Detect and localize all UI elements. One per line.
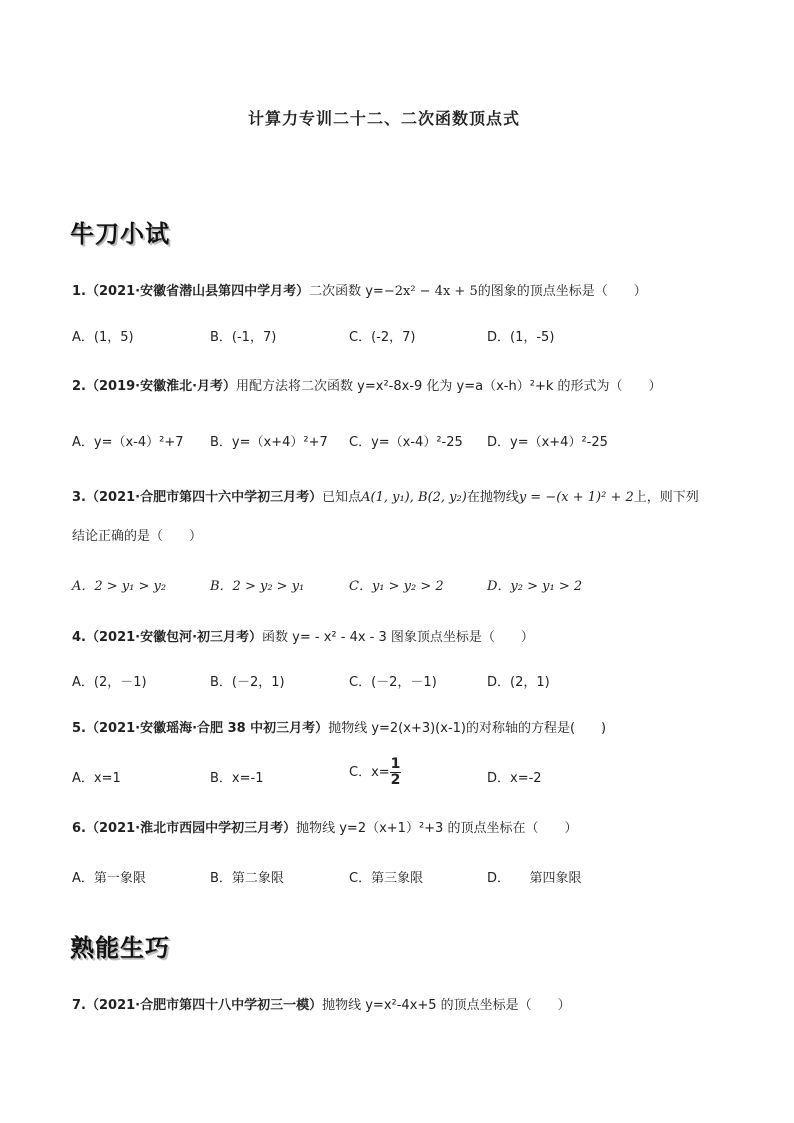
question-6 [72, 817, 577, 836]
question-source: （2021·安徽包河·初三月考） [85, 630, 263, 645]
option-c: C．y₁ > y₂ > 2 [349, 579, 444, 594]
option-d: D．(2，1) [487, 675, 550, 690]
question-2 [72, 375, 662, 394]
question-number: 7. [72, 998, 86, 1013]
option-b: B．第二象限 [210, 871, 284, 886]
question-text: 函数 y= - x² - 4x - 3 图象顶点坐标是（ ） [262, 630, 534, 645]
option-a: A．x=1 [72, 771, 121, 786]
question-text: 抛物线 y=2(x+3)(x-1)的对称轴的方程是( ) [328, 721, 607, 736]
math-formula: y = −(x + 1)² + 2 [518, 490, 634, 505]
option-d: D．x=-2 [487, 771, 542, 786]
question-3 [72, 486, 699, 505]
question-7 [72, 994, 571, 1013]
option-c [349, 757, 401, 788]
option-a: A．(2，－1) [72, 675, 147, 690]
question-source: （2021·淮北市西园中学初三月考） [85, 821, 297, 836]
question-number: 6. [72, 821, 86, 836]
option-c: C．(-2，7) [349, 330, 416, 345]
question-source: （2019·安徽淮北·月考） [85, 379, 237, 394]
option-c-label: C．x= [349, 765, 390, 780]
question-text: 上，则下列 [633, 490, 699, 505]
math-formula: −2x² − 4x + 5 [383, 284, 478, 299]
option-a: A．第一象限 [72, 871, 146, 886]
question-text: 已知点 [322, 490, 362, 505]
option-b: B．(-1，7) [210, 330, 277, 345]
option-b: B．y=（x+4）²+7 [210, 435, 328, 450]
question-text: 二次函数 y= [309, 284, 384, 299]
question-4 [72, 626, 534, 645]
option-c: C．y=（x-4）²-25 [349, 435, 463, 450]
question-source: （2021·合肥市第四十八中学初三一模） [85, 998, 323, 1013]
option-d: D．(1，-5) [487, 330, 555, 345]
question-number: 1. [72, 284, 86, 299]
question-text: 抛物线 y=2（x+1）²+3 的顶点坐标在（ ） [296, 821, 578, 836]
question-source: （2021·安徽省潜山县第四中学月考） [85, 284, 310, 299]
option-d: D．y=（x+4）²-25 [487, 435, 608, 450]
question-text: 在抛物线 [466, 490, 519, 505]
question-number: 4. [72, 630, 86, 645]
fraction [390, 757, 402, 788]
fraction-denominator: 2 [390, 772, 401, 788]
question-1 [72, 280, 647, 299]
section-heading-2: 熟能生巧 [70, 934, 170, 962]
math-points: A(1, y₁), B(2, y₂) [361, 490, 467, 505]
question-text: 的图象的顶点坐标是（ ） [477, 284, 647, 299]
option-a: A．2 > y₁ > y₂ [72, 579, 167, 594]
question-number: 5. [72, 721, 86, 736]
section-heading-1: 牛刀小试 [70, 220, 170, 248]
question-3-line-2: 结论正确的是（ ） [72, 529, 203, 544]
option-c: C．(－2，－1) [349, 675, 437, 690]
question-text: 抛物线 y=x²-4x+5 的顶点坐标是（ ） [322, 998, 571, 1013]
question-text: 用配方法将二次函数 y=x²-8x-9 化为 y=a（x-h）²+k 的形式为（ ） [236, 379, 662, 394]
page-title: 计算力专训二十二、二次函数顶点式 [248, 109, 521, 128]
option-a: A．y=（x-4）²+7 [72, 435, 184, 450]
question-source: （2021·合肥市第四十六中学初三月考） [85, 490, 323, 505]
option-d: D． 第四象限 [487, 871, 582, 886]
question-number: 2. [72, 379, 86, 394]
option-d: D．y₂ > y₁ > 2 [487, 579, 583, 594]
option-b: B．x=-1 [210, 771, 264, 786]
option-a: A．(1，5) [72, 330, 134, 345]
question-number: 3. [72, 490, 86, 505]
question-source: （2021·安徽瑶海·合肥 38 中初三月考） [85, 721, 329, 736]
option-b: B．(－2，1) [210, 675, 285, 690]
option-b: B．2 > y₂ > y₁ [210, 579, 305, 594]
question-5 [72, 717, 606, 736]
fraction-numerator: 1 [390, 756, 401, 772]
option-c: C．第三象限 [349, 871, 424, 886]
